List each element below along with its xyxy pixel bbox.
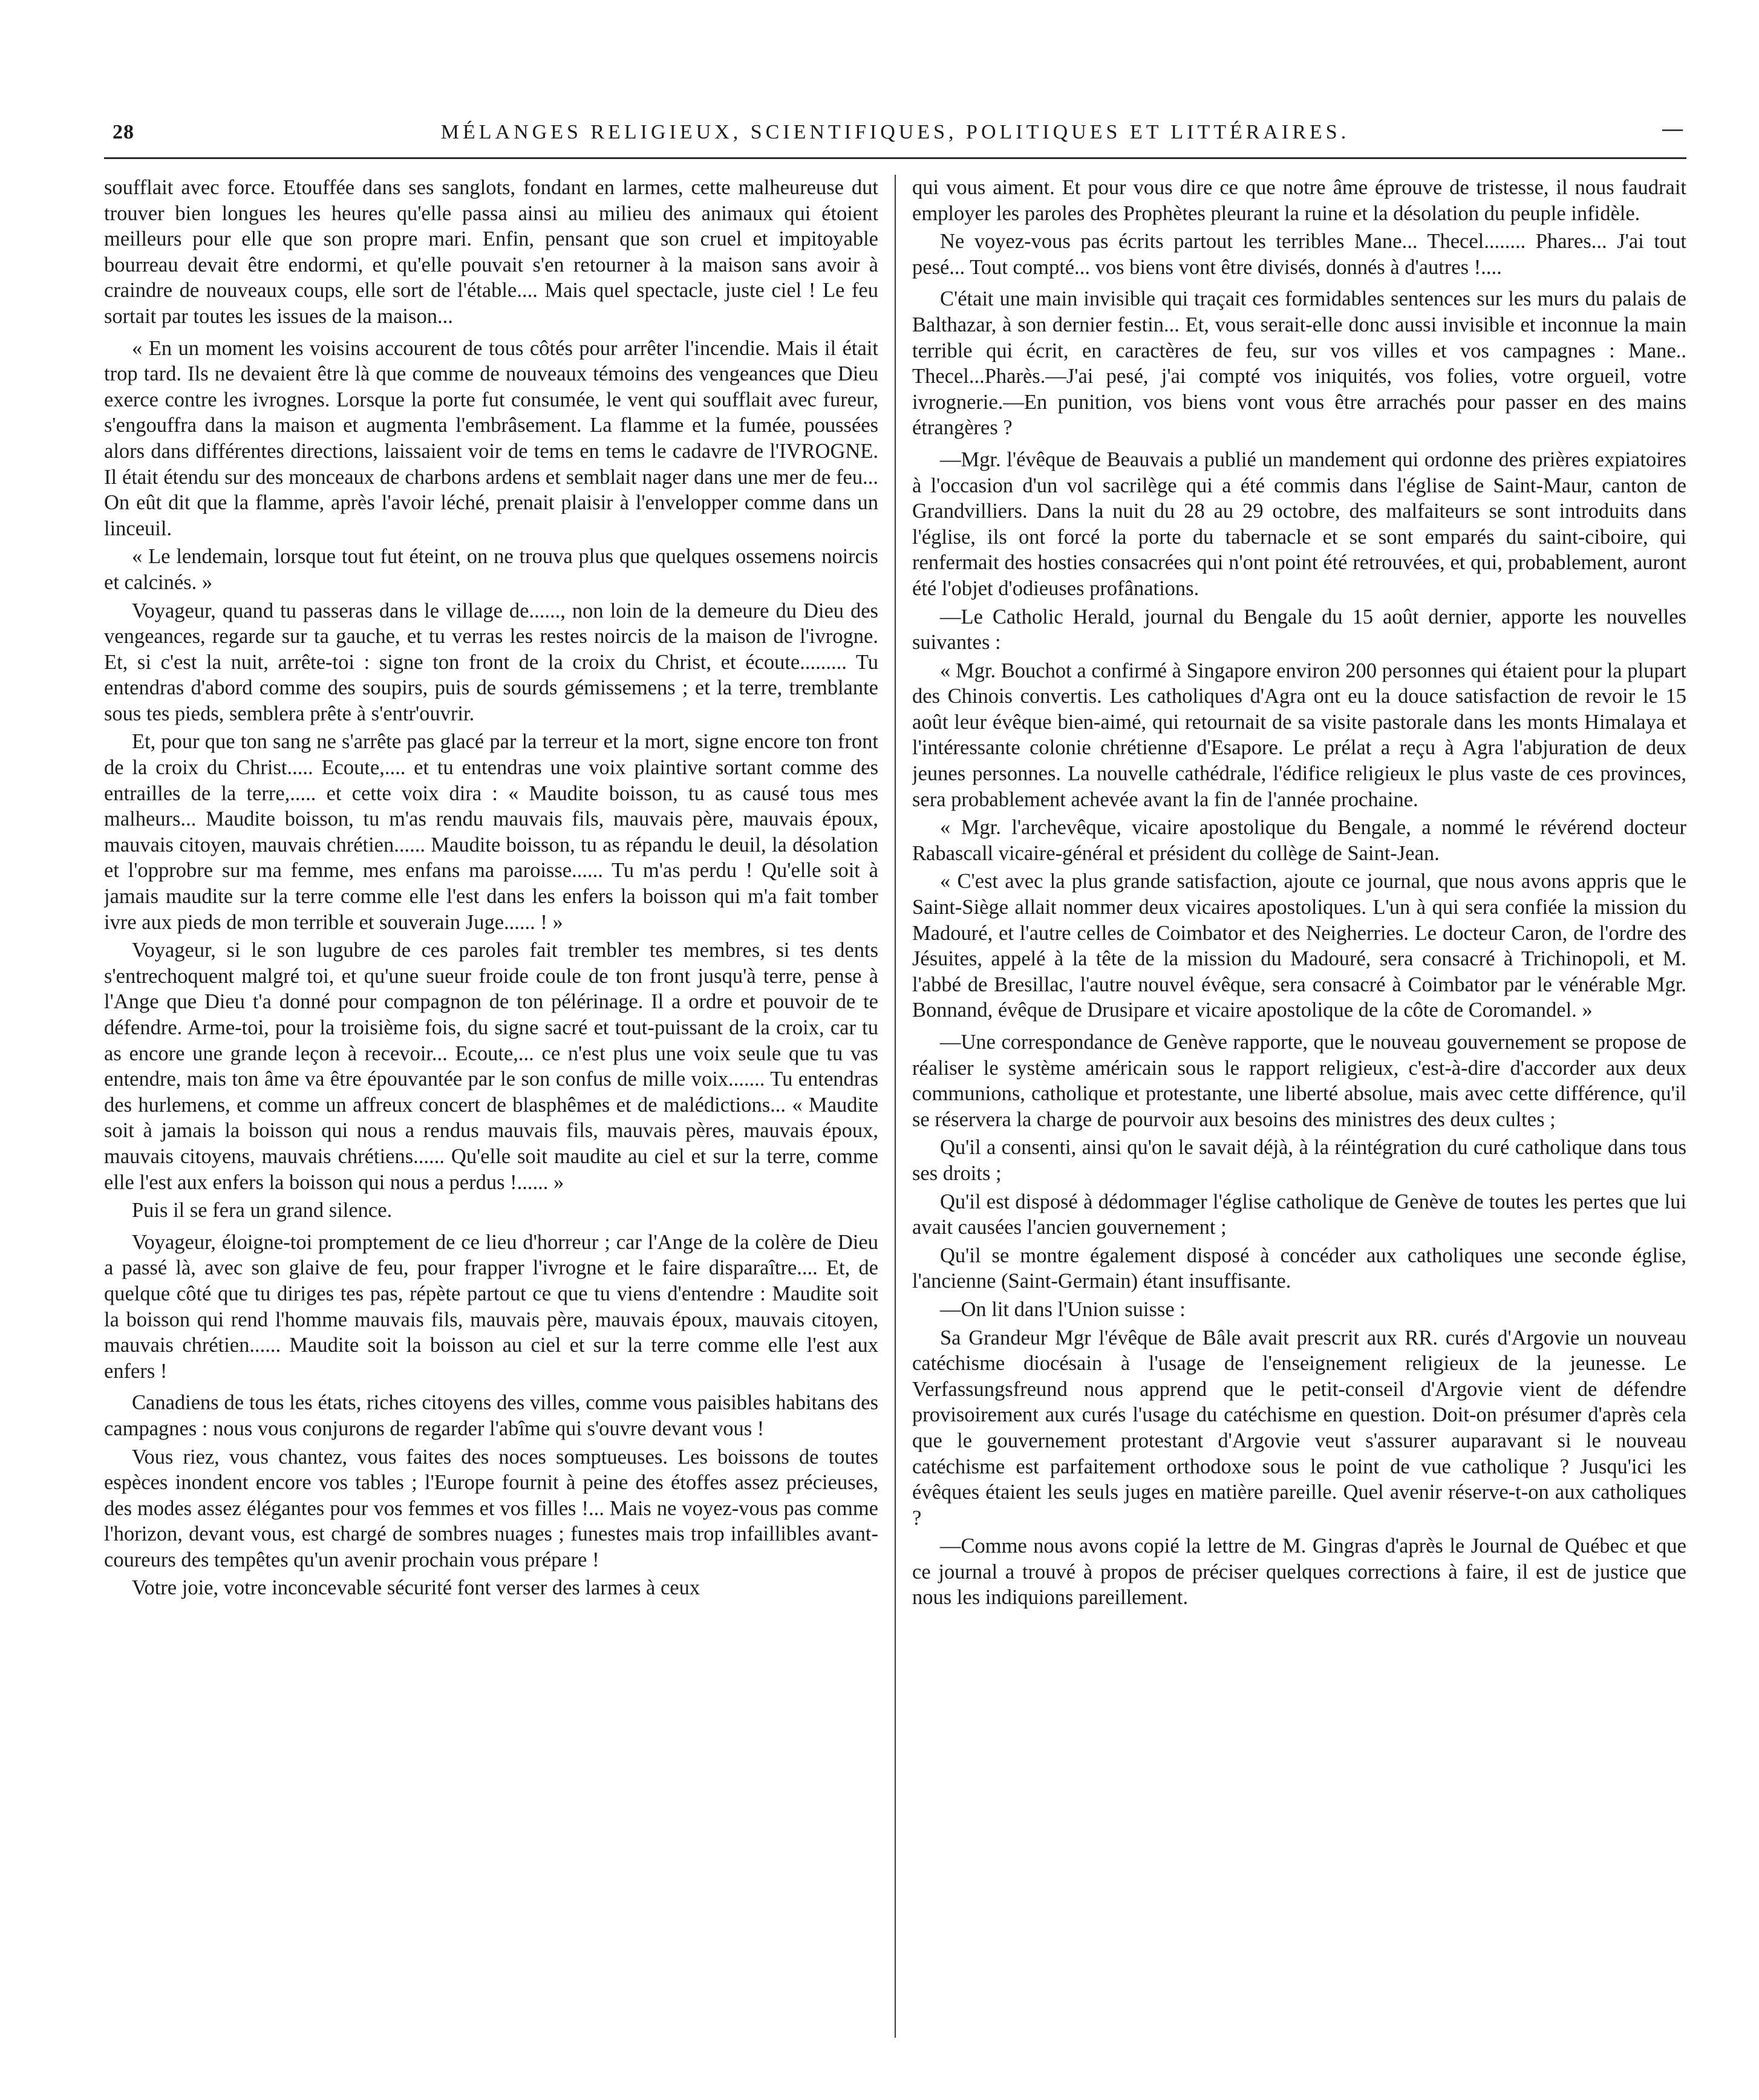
paragraph: Qu'il est disposé à dédommager l'église catholique de Genève de toutes les pertes que lui avait causées l'ancien gouvernement ; (912, 1190, 1686, 1239)
page-header (104, 115, 1686, 159)
paragraph: Et, pour que ton sang ne s'arrête pas glacé par la terreur et la mort, signe encore ton front de la croix du Christ..... Ecoute,.... et tu entendras une voix plaintive sortant comme des entrailles de la terre,..... et cette voix dira : « Maudite boisson, tu as causé tous mes malheurs... Maudite boisson, tu m'as rendu mauvais fils, mauvais père, mauvais époux, mauvais citoyen, mauvais chrétien...... Maudite boisson, tu as répandu le deuil, la désolation et l'opprobre sur ma femme, mes enfans ma paroisse...... Tu m'as perdu ! Qu'elle soit à jamais maudite sur la terre comme elle l'est dans les enfers la boisson qui m'a fait tomber ivre aux pieds de mon terrible et souverain Juge...... ! » (104, 730, 878, 934)
paragraph: « Le lendemain, lorsque tout fut éteint, on ne trouva plus que quelques ossemens noircis et calcinés. » (104, 545, 878, 594)
paragraph: Qu'il a consenti, ainsi qu'on le savait déjà, à la réintégration du curé catholique dans tous ses droits ; (912, 1136, 1686, 1185)
paragraph: Voyageur, éloigne-toi promptement de ce lieu d'horreur ; car l'Ange de la colère de Dieu a passé là, avec son glaive de feu, pour frapper l'ivrogne et le faire disparaître.... Et, de quelque côté que tu diriges tes pas, répète partout ce que tu viens d'entendre : Maudite soit la boisson qui rend l'homme mauvais fils, mauvais père, mauvais époux, mauvais citoyen, mauvais chrétien...... Maudite soit la boisson au ciel et sur la terre comme elle l'est aux enfers ! (104, 1230, 878, 1383)
paragraph: Sa Grandeur Mgr l'évêque de Bâle avait prescrit aux RR. curés d'Argovie un nouveau catéchisme diocésain à l'usage de l'enseignement religieux de la jeunesse. Le Verfassungsfreund nous apprend que le petit-conseil d'Argovie vient de défendre provisoirement aux curés l'usage du catéchisme en question. Doit-on présumer d'après cela que le gouvernement protestant d'Argovie veut s'assurer auparavant si le nouveau catéchisme est parfaitement orthodoxe sous le point de vue catholique ? Jusqu'ici les évêques étaient les seuls juges en matière pareille. Quel avenir réserve-t-on aux catholiques ? (912, 1326, 1686, 1530)
paragraph: « Mgr. l'archevêque, vicaire apostolique du Bengale, a nommé le révérend docteur Rabascall vicaire-général et président du collège de Saint-Jean. (912, 816, 1686, 865)
left-column (104, 175, 878, 2038)
paragraph: C'était une main invisible qui traçait ces formidables sentences sur les murs du palais de Balthazar, à son dernier festin... Et, vous serait-elle donc aussi invisible et inconnue la main terrible qui écrit, en caractères de feu, sur vos villes et vos campagnes : Mane.. Thecel...Pharès.—J'ai pesé, j'ai compté vos iniquités, vos folies, votre orgueil, votre ivrognerie.—En punition, vos biens vont vous être arrachés pour passer en des mains étrangères ? (912, 287, 1686, 440)
columns (104, 175, 1686, 2038)
paragraph: « Mgr. Bouchot a confirmé à Singapore environ 200 personnes qui étaient pour la plupart des Chinois convertis. Les catholiques d'Agra ont eu la douce satisfaction de revoir le 15 août leur évêque bien-aimé, qui retournait de sa visite pastorale dans les monts Himalaya et l'intéressante colonie chrétienne d'Esapore. Le prélat a reçu à Agra l'abjuration de deux jeunes personnes. La nouvelle cathédrale, l'édifice religieux le plus vaste de ces provinces, sera probablement achevée avant la fin de l'année prochaine. (912, 659, 1686, 811)
page-number: 28 (113, 121, 134, 143)
paragraph: « C'est avec la plus grande satisfaction, ajoute ce journal, que nous avons appris que le Saint-Siège allait nommer deux vicaires apostoliques. L'un à qui sera confiée la mission du Madouré, et l'autre celles de Coimbator et des Neigherries. Le docteur Caron, de l'ordre des Jésuites, appelé à la tête de la mission du Madouré, sera consacré à Trichinopoli, et M. l'abbé de Bresillac, l'autre nouvel évêque, sera consacré à Coimbator par le vénérable Mgr. Bonnand, évêque de Drusipare et vicaire apostolique de la côte de Coromandel. » (912, 870, 1686, 1022)
paragraph: Puis il se fera un grand silence. (132, 1199, 393, 1222)
paragraph: Vous riez, vous chantez, vous faites des noces somptueuses. Les boissons de toutes espèces inondent encore vos tables ; l'Europe fournit à peine des étoffes assez précieuses, des modes assez élégantes pour vos femmes et vos filles !... Mais ne voyez-vous pas comme l'horizon, devant vous, est chargé de sombres nuages ; funestes mais trop infaillibles avant-coureurs des tempêtes qu'un avenir prochain vous prépare ! (104, 1445, 878, 1571)
paragraph: soufflait avec force. Etouffée dans ses sanglots, fondant en larmes, cette malheureuse dut trouver bien longues les heures qu'elle passa ainsi au milieu des animaux qui étoient meilleurs pour elle que son propre mari. Enfin, pensant que son cruel et impitoyable bourreau devait être endormi, et qu'elle pouvait s'en retourner à la maison sans avoir à craindre de nouveaux coups, elle sort de l'étable.... Mais quel spectacle, juste ciel ! Le feu sortait par toutes les issues de la maison... (104, 176, 878, 328)
paragraph: —Le Catholic Herald, journal du Bengale du 15 août dernier, apporte les nouvelles suivantes : (912, 605, 1686, 654)
header-mark: — (1662, 117, 1683, 140)
paragraph: Canadiens de tous les états, riches citoyens des villes, comme vous paisibles habitans des campagnes : nous vous conjurons de regarder l'abîme qui s'ouvre devant vous ! (104, 1391, 878, 1440)
paragraph: Votre joie, votre inconcevable sécurité font verser des larmes à ceux (132, 1576, 700, 1600)
column-rule (895, 175, 896, 2038)
paragraph: —Mgr. l'évêque de Beauvais a publié un mandement qui ordonne des prières expiatoires à l'occasion d'un vol sacrilège qui a été commis dans l'église de Saint-Maur, canton de Grandvilliers. Dans la nuit du 28 au 29 octobre, des malfaiteurs se sont introduits dans l'église, ils ont forcé la porte du tabernacle et se sont emparés du saint-ciboire, qui renfermait des hosties consacrées qui n'ont point été retrouvées, et qui, probablement, auront été l'objet d'odieuses profânations. (912, 448, 1686, 600)
paragraph: Voyageur, quand tu passeras dans le village de......, non loin de la demeure du Dieu des vengeances, regarde sur ta gauche, et tu verras les restes noircis de la maison de l'ivrogne. Et, si c'est la nuit, arrête-toi : signe ton front de la croix du Christ, et écoute......... Tu entendras d'abord comme des soupirs, puis de sourds gémissemens ; et la terre, tremblante sous tes pieds, semblera prête à s'entr'ouvrir. (104, 599, 878, 725)
paragraph: Qu'il se montre également disposé à concéder aux catholiques une seconde église, l'ancienne (Saint-Germain) étant insuffisante. (912, 1244, 1686, 1293)
paragraph: « En un moment les voisins accourent de tous côtés pour arrêter l'incendie. Mais il était trop tard. Ils ne devaient être là que comme de nouveaux témoins des vengeances que Dieu exerce contre les ivrognes. Lorsque la porte fut consumée, le vent qui soufflait avec fureur, s'engouffra dans la maison et augmenta l'embrâsement. La flamme et la fumée, poussées alors dans différentes directions, laissaient voir de tems en tems le cadavre de l'IVROGNE. Il était étendu sur des monceaux de charbons ardens et semblait nager dans une mer de feu... On eût dit que la flamme, après l'avoir léché, prenait plaisir à l'envelopper comme dans un linceuil. (104, 336, 878, 540)
paragraph: —Une correspondance de Genève rapporte, que le nouveau gouvernement se propose de réaliser le système américain sous le rapport religieux, c'est-à-dire d'accorder aux deux communions, catholique et protestante, une liberté absolue, mais avec cette différence, qu'il se réservera la charge de pourvoir aux besoins des ministres des deux cultes ; (912, 1031, 1686, 1131)
paragraph: —On lit dans l'Union suisse : (940, 1297, 1186, 1321)
paragraph: Voyageur, si le son lugubre de ces paroles fait trembler tes membres, si tes dents s'entrechoquent malgré toi, et qu'une sueur froide coule de ton front jusqu'à terre, pense à l'Ange que Dieu t'a donné pour compagnon de ton pélérinage. Il a ordre et pouvoir de te défendre. Arme-toi, pour la troisième fois, du signe sacré et tout-puissant de la croix, car tu as encore une grande leçon à recevoir... Ecoute,... ce n'est plus une voix seule que tu vas entendre, mais ton âme va être épouvantée par le son confus de mille voix....... Tu entendras des hurlemens, et comme un affreux concert de blasphêmes et de malédictions... « Maudite soit à jamais la boisson qui nous a rendus mauvais fils, mauvais pères, mauvais époux, mauvais citoyens, mauvais chrétiens...... Qu'elle soit maudite au ciel et sur la terre, comme elle l'est aux enfers la boisson qui nous a perdus !...... » (104, 939, 878, 1194)
running-title: MÉLANGES RELIGIEUX, SCIENTIFIQUES, POLITIQUES ET LITTÉRAIRES. (440, 121, 1350, 143)
paragraph: —Comme nous avons copié la lettre de M. Gingras d'après le Journal de Québec et que ce journal a trouvé à propos de préciser quelques corrections à faire, il est de justice que nous les indiquions pareillement. (912, 1534, 1686, 1609)
paragraph: qui vous aiment. Et pour vous dire ce que notre âme éprouve de tristesse, il nous faudrait employer les paroles des Prophètes pleurant la ruine et la désolation du peuple infidèle. (912, 176, 1686, 225)
right-column (912, 175, 1686, 2038)
paragraph: Ne voyez-vous pas écrits partout les terribles Mane... Thecel........ Phares... J'ai tout pesé... Tout compté... vos biens vont être divisés, donnés à d'autres !.... (912, 230, 1686, 279)
